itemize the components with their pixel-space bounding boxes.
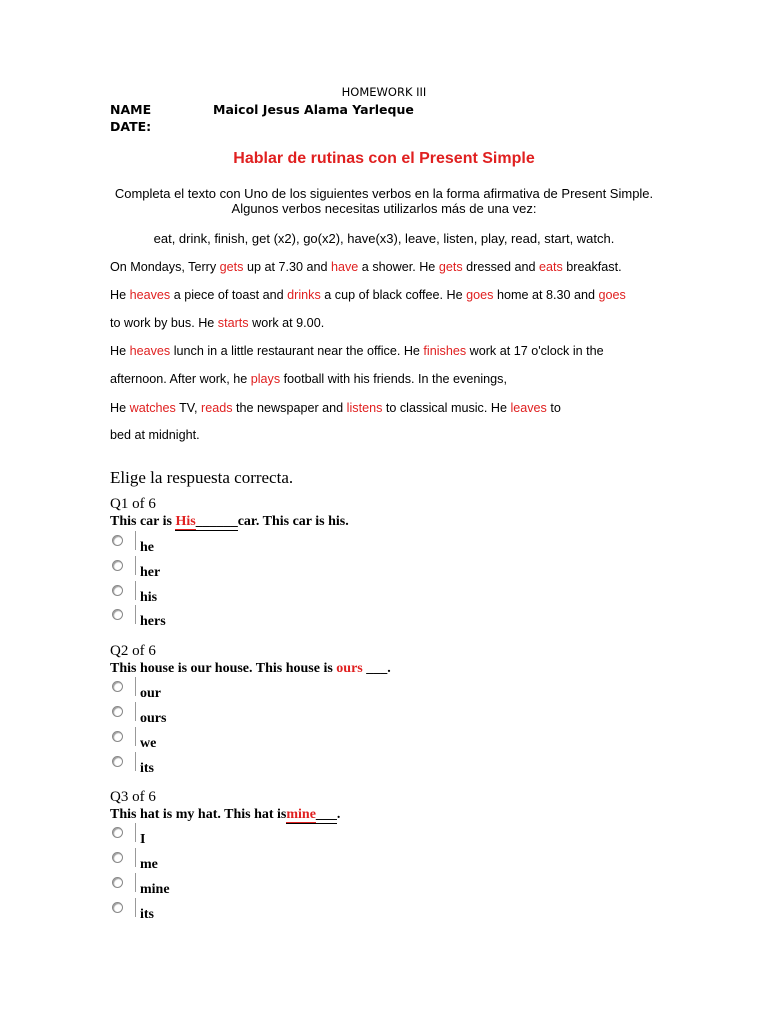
paragraph-text: to classical music. He [382, 401, 511, 415]
option-divider [135, 531, 136, 550]
filled-verb: heaves [129, 344, 171, 358]
paragraph-line [110, 401, 561, 415]
answer-blank [286, 807, 337, 824]
answer-text: ours [336, 661, 363, 676]
option-label[interactable]: ours [140, 711, 167, 726]
option-label[interactable]: its [140, 907, 154, 922]
radio-button[interactable] [112, 560, 123, 571]
option-label[interactable]: I [140, 832, 146, 847]
question-suffix: . [336, 807, 341, 822]
question-text [110, 807, 340, 824]
question-suffix: car. This car is his. [237, 514, 349, 529]
name-value: Maicol Jesus Alama Yarleque [213, 102, 414, 117]
radio-button[interactable] [112, 706, 123, 717]
paragraph-text: TV, [175, 401, 202, 415]
filled-verb: have [331, 260, 359, 274]
option-label[interactable]: mine [140, 882, 170, 897]
option-divider [135, 823, 136, 842]
paragraph-line [110, 260, 622, 274]
paragraph-text: football with his friends. In the evenings, [280, 372, 507, 386]
paragraph-text: home at 8.30 and [493, 288, 599, 302]
paragraph-line [110, 372, 507, 386]
paragraph-line [110, 288, 626, 302]
paragraph-text: He [110, 288, 130, 302]
paragraph-text: On Mondays, Terry [110, 260, 220, 274]
paragraph-line [110, 344, 604, 358]
option-label[interactable]: its [140, 761, 154, 776]
option-label[interactable]: he [140, 540, 154, 555]
filled-verb: eats [538, 260, 563, 274]
radio-button[interactable] [112, 609, 123, 620]
option-label[interactable]: hers [140, 614, 166, 629]
paragraph-text: afternoon. After work, he [110, 372, 251, 386]
filled-verb: finishes [423, 344, 467, 358]
paragraph-text: a cup of black coffee. He [320, 288, 467, 302]
option-divider [135, 605, 136, 624]
option-divider [135, 848, 136, 867]
question-prefix: This car is [110, 514, 176, 529]
paragraph-text: a shower. He [358, 260, 439, 274]
blank-tail: ___ [315, 807, 337, 822]
option-label[interactable]: me [140, 857, 158, 872]
paragraph-text: He [110, 401, 130, 415]
blank-tail: __ [362, 661, 381, 676]
paragraph-text: a piece of toast and [170, 288, 288, 302]
question-text [110, 661, 391, 677]
option-label[interactable]: our [140, 686, 161, 701]
filled-verb: watches [129, 401, 176, 415]
question-text [110, 514, 349, 531]
answer-text: mine [286, 807, 316, 822]
question-suffix: _. [380, 661, 391, 676]
paragraph-text: dressed and [462, 260, 539, 274]
radio-button[interactable] [112, 731, 123, 742]
filled-verb: listens [346, 401, 383, 415]
filled-verb: starts [217, 316, 249, 330]
paragraph-text: the newspaper and [232, 401, 347, 415]
option-label[interactable]: her [140, 565, 161, 580]
paragraph-line [110, 428, 200, 442]
radio-button[interactable] [112, 585, 123, 596]
filled-verb: gets [219, 260, 244, 274]
radio-button[interactable] [112, 852, 123, 863]
verb-list: eat, drink, finish, get (x2), go(x2), have(x3), leave, listen, play, read, start, watch. [153, 231, 615, 246]
blank-tail: ______ [195, 514, 238, 529]
filled-verb: leaves [510, 401, 547, 415]
instructions-line-1: Completa el texto con Uno de los siguientes verbos en la forma afirmativa de Present Simple. [114, 186, 654, 201]
radio-button[interactable] [112, 902, 123, 913]
radio-button[interactable] [112, 681, 123, 692]
filled-verb: goes [466, 288, 494, 302]
filled-verb: goes [598, 288, 626, 302]
paragraph-line [110, 316, 324, 330]
paragraph-text: bed at midnight. [110, 428, 200, 442]
paragraph-text: He [110, 344, 130, 358]
question-number: Q2 of 6 [110, 643, 156, 659]
paragraph-text: work at 17 o'clock in the [466, 344, 604, 358]
homework-title: HOMEWORK III [341, 85, 427, 99]
paragraph-text: breakfast. [562, 260, 622, 274]
exercise-heading: Elige la respuesta correcta. [110, 468, 294, 487]
filled-verb: plays [250, 372, 281, 386]
option-divider [135, 677, 136, 696]
option-divider [135, 752, 136, 771]
question-prefix: This house is our house. This house is [110, 661, 337, 676]
paragraph-text: lunch in a little restaurant near the office. He [170, 344, 424, 358]
option-divider [135, 581, 136, 600]
radio-button[interactable] [112, 535, 123, 546]
question-number: Q1 of 6 [110, 496, 156, 512]
question-prefix: This hat is my hat. This hat is [110, 807, 287, 822]
option-label[interactable]: we [140, 736, 157, 751]
answer-blank [175, 514, 237, 531]
filled-verb: reads [201, 401, 233, 415]
date-label: DATE: [110, 119, 152, 134]
paragraph-text: to work by bus. He [110, 316, 218, 330]
paragraph-text: work at 9.00. [248, 316, 325, 330]
paragraph-text: up at 7.30 and [243, 260, 331, 274]
option-divider [135, 898, 136, 917]
answer-text: His [175, 514, 196, 529]
radio-button[interactable] [112, 827, 123, 838]
radio-button[interactable] [112, 756, 123, 767]
filled-verb: heaves [129, 288, 171, 302]
option-divider [135, 873, 136, 892]
radio-button[interactable] [112, 877, 123, 888]
question-number: Q3 of 6 [110, 789, 156, 805]
filled-verb: gets [438, 260, 463, 274]
name-label: NAME [110, 102, 152, 117]
option-divider [135, 702, 136, 721]
filled-verb: drinks [287, 288, 321, 302]
section-heading: Hablar de rutinas con el Present Simple [233, 150, 535, 167]
paragraph-text: to [546, 401, 561, 415]
option-divider [135, 727, 136, 746]
option-divider [135, 556, 136, 575]
option-label[interactable]: his [140, 590, 158, 605]
instructions-line-2: Algunos verbos necesitas utilizarlos más de una vez: [231, 201, 537, 216]
